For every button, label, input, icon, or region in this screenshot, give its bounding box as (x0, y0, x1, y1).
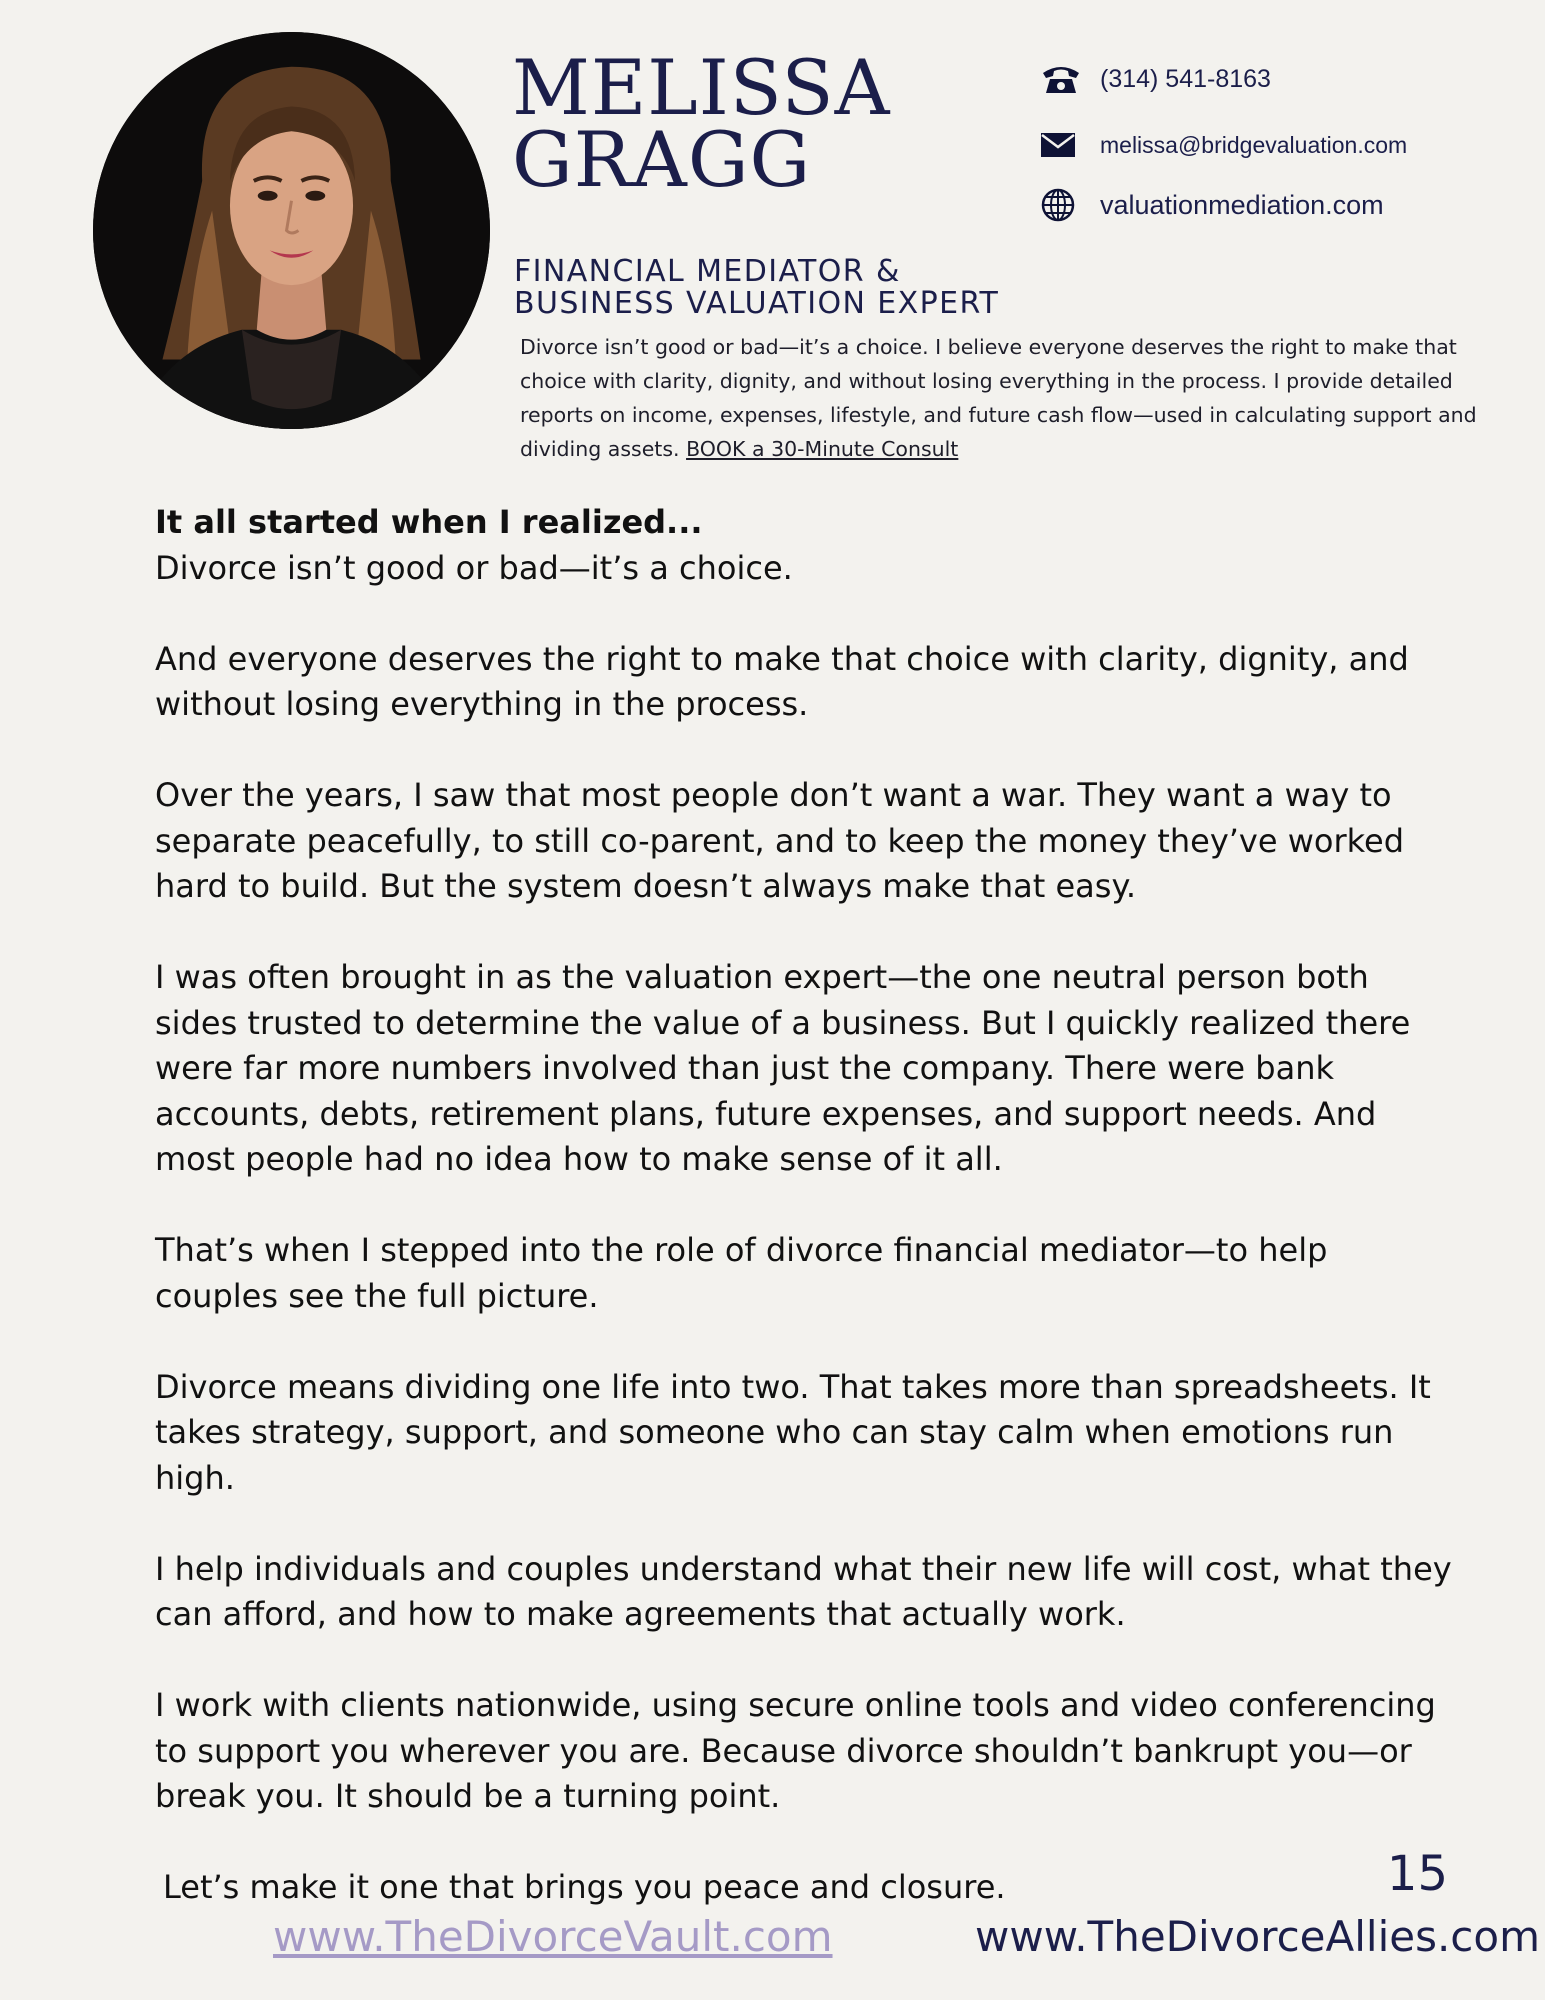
contact-email-row[interactable] (1040, 128, 1407, 162)
name-line-2: GRAGG (512, 115, 812, 204)
story-paragraph-3: Over the years, I saw that most people don’t want a war. They want a way to separate peacefully, to still co-parent, and to keep the money they’ve worked hard to build. But the system doesn’t always make that easy. (155, 776, 1405, 905)
email-address[interactable]: melissa@bridgevaluation.com (1100, 131, 1408, 158)
story-paragraph-5: That’s when I stepped into the role of divorce financial mediator—to help couples see the full picture. (155, 1231, 1328, 1315)
story-paragraph-8: I work with clients nationwide, using secure online tools and video conferencing to support you wherever you are. Because divorce shouldn’t bankrupt you—or break you. It should be a turning point. (155, 1686, 1436, 1815)
website-link[interactable]: valuationmediation.com (1100, 189, 1384, 220)
globe-icon (1040, 188, 1082, 222)
story-paragraph-4: I was often brought in as the valuation expert—the one neutral person both sides trusted to determine the value of a business. But I quickly realized there were far more numbers involved than just the company. There were bank accounts, debts, retirement plans, future expenses, and support needs. And most people had no idea how to make sense of it all. (155, 958, 1411, 1178)
envelope-icon (1040, 128, 1082, 162)
professional-title (514, 256, 1214, 320)
story-body (155, 500, 1455, 1911)
title-line-1: FINANCIAL MEDIATOR & (514, 254, 901, 289)
blurb-text: Divorce isn’t good or bad—it’s a choice. I believe everyone deserves the right to make that choice with clarity, dignity, and without losing everything in the process. I provide detailed reports on income, expenses, lifestyle, and future cash flow—used in calculating support and dividing assets. (520, 335, 1477, 461)
contact-website-row[interactable] (1040, 188, 1384, 222)
title-line-2: BUSINESS VALUATION EXPERT (514, 286, 1000, 321)
divorce-vault-link[interactable]: www.TheDivorceVault.com (273, 1912, 833, 1961)
person-name (512, 43, 932, 204)
story-paragraph-1 (155, 500, 1455, 591)
portrait-photo (93, 32, 490, 429)
intro-blurb (520, 330, 1520, 466)
story-paragraph-6: Divorce means dividing one life into two. That takes more than spreadsheets. It takes strategy, support, and someone who can stay calm when emotions run high. (155, 1367, 1431, 1497)
story-paragraph-7: I help individuals and couples understand what their new life will cost, what they can afford, and how to make agreements that actually work. (155, 1549, 1452, 1633)
name-line-1: MELISSA (512, 43, 891, 132)
story-lead-heading: It all started when I realized... (155, 503, 703, 541)
book-consult-link[interactable]: BOOK a 30-Minute Consult (686, 437, 959, 461)
phone-number[interactable]: (314) 541-8163 (1100, 64, 1271, 93)
telephone-icon (1040, 62, 1082, 96)
story-paragraph-9: Let’s make it one that brings you peace and closure. (163, 1868, 1006, 1906)
story-line-1: Divorce isn’t good or bad—it’s a choice. (155, 548, 793, 587)
contact-phone-row[interactable] (1040, 62, 1271, 96)
story-paragraph-2: And everyone deserves the right to make that choice with clarity, dignity, and without losing everything in the process. (155, 639, 1409, 723)
page-number: 15 (1386, 1846, 1448, 1902)
divorce-allies-link[interactable]: www.TheDivorceAllies.com (975, 1912, 1541, 1961)
